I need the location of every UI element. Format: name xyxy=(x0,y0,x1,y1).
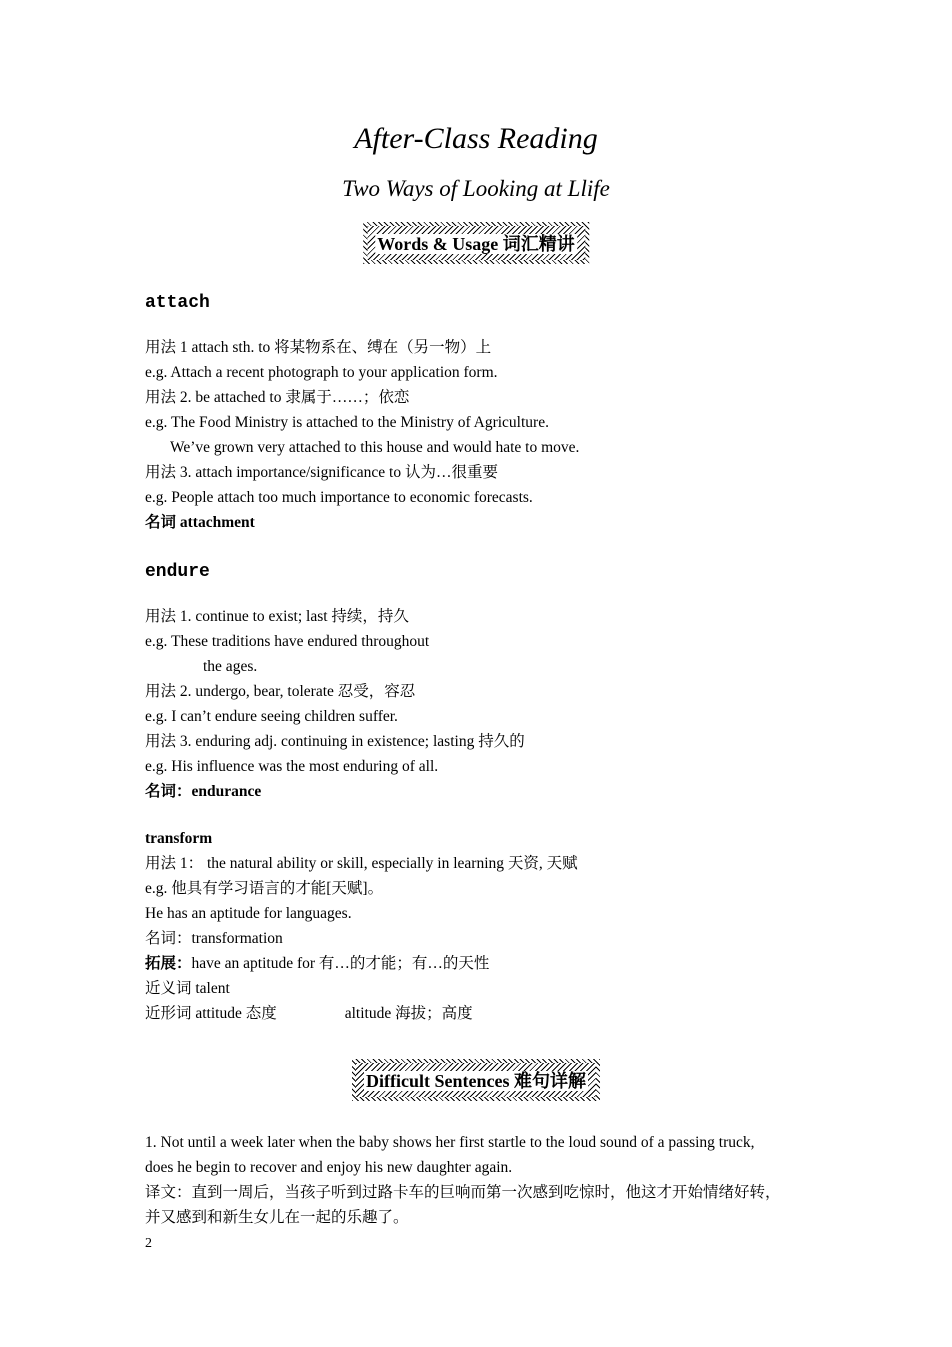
example-line: e.g. His influence was the most enduring of all. xyxy=(145,758,439,775)
example-line: e.g. I can’t endure seeing children suffer. xyxy=(145,708,398,725)
usage-line: 用法 1： the natural ability or skill, especially in learning 天资, 天赋 xyxy=(145,855,578,872)
usage-line: 用法 1 attach sth. to 将某物系在、缚在（另一物）上 xyxy=(145,339,492,356)
example-line: e.g. People attach too much importance to economic forecasts. xyxy=(145,489,533,506)
vocabulary-section xyxy=(145,288,825,1026)
noun-form-line: 名词：endurance xyxy=(145,783,262,800)
similar-form-line xyxy=(145,1001,825,1026)
usage-line: 用法 1. continue to exist; last 持续，持久 xyxy=(145,608,409,625)
example-line: the ages. xyxy=(203,658,258,675)
noun-form-line: 名词：transformation xyxy=(145,930,283,947)
translation-line: 译文：直到一周后，当孩子听到过路卡车的巨响而第一次感到吃惊时，他这才开始情绪好转， xyxy=(145,1184,781,1201)
usage-line: 用法 3. enduring adj. continuing in existence; lasting 持久的 xyxy=(145,733,525,750)
usage-line: 用法 3. attach importance/significance to 认为…很重要 xyxy=(145,464,498,481)
example-line: e.g. Attach a recent photograph to your application form. xyxy=(145,364,498,381)
section-banner-label: Words & Usage 词汇精讲 xyxy=(377,234,575,254)
extension-label: 拓展： xyxy=(145,955,192,972)
example-line: e.g. 他具有学习语言的才能[天赋]。 xyxy=(145,880,384,897)
extension-text: have an aptitude for 有…的才能；有…的天性 xyxy=(191,955,490,972)
page-subtitle: Two Ways of Looking at Llife xyxy=(342,176,610,201)
section-banner-words-usage xyxy=(363,222,589,264)
difficult-sentences-section xyxy=(145,1130,825,1230)
example-line: We’ve grown very attached to this house and would hate to move. xyxy=(170,439,580,456)
synonym-line: 近义词 talent xyxy=(145,980,230,997)
example-line: e.g. These traditions have endured throughout xyxy=(145,633,430,650)
translation-line: 并又感到和新生女儿在一起的乐趣了。 xyxy=(145,1209,409,1226)
sentence-line: 1. Not until a week later when the baby shows her first startle to the loud sound of a passing truck, xyxy=(145,1134,755,1151)
page-title: After-Class Reading xyxy=(354,122,598,155)
vocab-word-attach: attach xyxy=(145,293,210,313)
similar-form-altitude: altitude 海拔；高度 xyxy=(344,1005,473,1022)
page-number: 2 xyxy=(145,1236,152,1251)
noun-form-line: 名词 attachment xyxy=(145,514,255,531)
similar-form-attitude: 近形词 attitude 态度 xyxy=(145,1005,277,1022)
example-line: e.g. The Food Ministry is attached to the Ministry of Agriculture. xyxy=(145,414,549,431)
extension-line xyxy=(145,951,825,976)
vocab-word-endure: endure xyxy=(145,562,210,582)
usage-line: 用法 2. undergo, bear, tolerate 忍受，容忍 xyxy=(145,683,416,700)
usage-line: 用法 2. be attached to 隶属于……；依恋 xyxy=(145,389,410,406)
section-banner-label: Difficult Sentences 难句详解 xyxy=(366,1071,586,1091)
section-banner-difficult-sentences xyxy=(352,1059,600,1101)
sentence-line: does he begin to recover and enjoy his new daughter again. xyxy=(145,1159,513,1176)
example-line: He has an aptitude for languages. xyxy=(145,905,352,922)
vocab-word-transform: transform xyxy=(145,830,213,847)
